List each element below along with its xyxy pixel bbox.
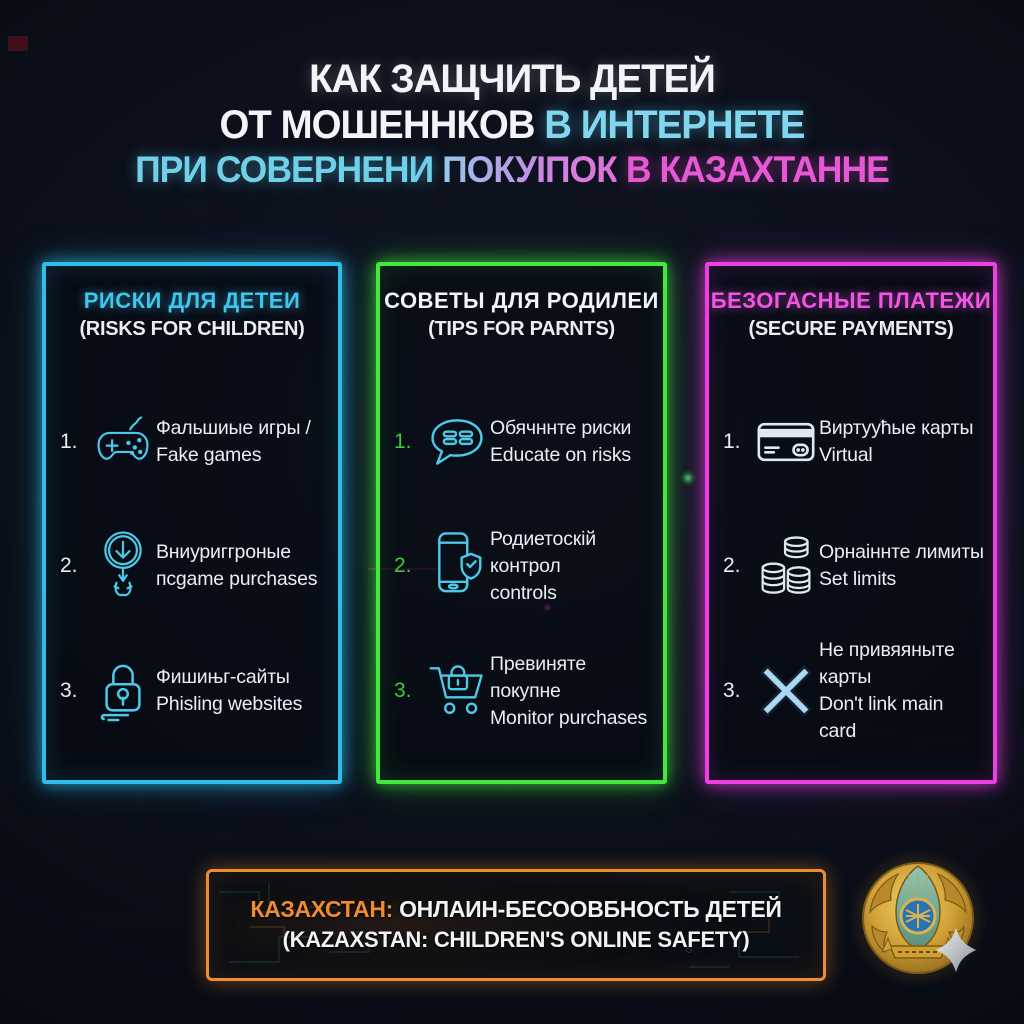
chat-bubble-icon bbox=[424, 414, 490, 470]
item-line1: Родиетоскій контрол bbox=[490, 527, 596, 577]
item-text bbox=[819, 637, 985, 745]
panel3-header bbox=[709, 288, 993, 341]
item-line1: Обячннте риски bbox=[490, 417, 632, 439]
phone-shield-icon bbox=[424, 529, 490, 603]
item-line1: Не привяяныте карты bbox=[819, 639, 955, 688]
item-text bbox=[819, 539, 985, 593]
banner-country-label: КАЗАХСТАН: bbox=[250, 896, 393, 922]
item-number: 2. bbox=[60, 554, 78, 577]
in-game-purchase-hook-icon bbox=[90, 528, 156, 604]
title-line-2 bbox=[20, 102, 1003, 148]
item-number: 3. bbox=[394, 679, 412, 702]
banner-line-2: (KAZAXSTAN: CHILDREN'S ONLINE SAFETY) bbox=[282, 927, 750, 952]
page-title bbox=[20, 56, 1003, 192]
banner-line1-rest: ОНЛАИН-БЕСООВБНОСТЬ ДЕТЕЙ bbox=[399, 896, 782, 922]
panel2-subtitle: (TIPS FOR PARNTS) bbox=[428, 318, 615, 340]
panel-tips-for-parents bbox=[376, 262, 667, 784]
panel2-header bbox=[380, 288, 663, 341]
item-number: 2. bbox=[723, 554, 741, 577]
title-line-3 bbox=[20, 148, 1003, 192]
item-text bbox=[156, 664, 330, 718]
banner-line-1 bbox=[209, 896, 823, 923]
list-item bbox=[380, 643, 663, 739]
item-line2: Educate on risks bbox=[490, 444, 631, 466]
item-line1: Фишињг-сайты bbox=[156, 666, 290, 688]
item-line1: Фальшиые игры / bbox=[156, 417, 311, 439]
list-item bbox=[46, 643, 338, 739]
item-line2: controls bbox=[490, 581, 557, 604]
padlock-icon bbox=[90, 656, 156, 726]
panel-secure-payments bbox=[705, 262, 997, 784]
cart-lock-icon bbox=[424, 660, 490, 722]
item-number: 3. bbox=[60, 679, 78, 702]
list-item bbox=[380, 394, 663, 490]
list-item bbox=[46, 394, 338, 490]
panel1-title: РИСКИ ДЛЯ ДЕТЕИ bbox=[83, 288, 301, 313]
coins-icon bbox=[753, 534, 819, 598]
item-line2: Set limits bbox=[819, 568, 897, 590]
credit-card-icon bbox=[753, 420, 819, 464]
panel1-subtitle: (RISKS FOR CHILDREN) bbox=[79, 318, 305, 340]
item-text bbox=[490, 526, 655, 607]
title-line3-gradient: ПОКУІПОК bbox=[442, 149, 617, 190]
item-line2: Don't link main card bbox=[819, 693, 944, 742]
item-line1: Вниуриггроные bbox=[156, 541, 291, 563]
item-number: 1. bbox=[60, 430, 78, 453]
banner-text bbox=[209, 896, 823, 953]
panel1-header bbox=[46, 288, 338, 341]
kazakhstan-coat-of-arms bbox=[848, 850, 992, 994]
item-line2: Monitor purchases bbox=[490, 706, 648, 729]
item-text bbox=[490, 415, 655, 469]
title-line2-white: ОТ МОШЕННКОВ bbox=[219, 103, 535, 147]
panel3-title: БЕЗОГАСНЫЕ ПЛАТЕЖИ bbox=[710, 288, 992, 313]
item-line1: Орнаіннте лимиты bbox=[819, 541, 984, 563]
title-line3-magenta: В КАЗАХТАННЕ bbox=[625, 149, 889, 190]
item-text bbox=[156, 539, 330, 593]
item-text bbox=[156, 415, 330, 469]
list-item bbox=[709, 394, 993, 490]
list-item bbox=[709, 639, 993, 742]
item-line2: пcgame purchases bbox=[156, 568, 318, 590]
panel-risks-for-children bbox=[42, 262, 342, 784]
item-line2: Fake games bbox=[156, 444, 262, 466]
cross-icon bbox=[753, 664, 819, 718]
list-item bbox=[46, 518, 338, 614]
item-number: 2. bbox=[394, 554, 412, 577]
item-line2: Virtual bbox=[819, 444, 873, 466]
list-item bbox=[709, 518, 993, 614]
item-text bbox=[819, 415, 985, 469]
gamepad-icon bbox=[90, 413, 156, 471]
item-line1: Виртуућые карты bbox=[819, 417, 974, 439]
list-item bbox=[380, 518, 663, 614]
panel3-subtitle: (SECURE PAYMENTS) bbox=[748, 318, 954, 340]
title-line-1: КАК ЗАЩЧИТЬ ДЕТЕЙ bbox=[309, 57, 715, 101]
footer-banner bbox=[206, 869, 826, 981]
item-line1: Превиняте покупне bbox=[490, 652, 587, 702]
item-number: 3. bbox=[723, 679, 741, 702]
title-line3-cyan: ПРИ СОВЕРНЕНИ bbox=[135, 149, 434, 190]
item-text bbox=[490, 651, 655, 732]
item-line2: Phisling websites bbox=[156, 693, 303, 715]
item-number: 1. bbox=[394, 430, 412, 453]
panel2-title: СОВЕТЫ ДЛЯ РОДИЛЕИ bbox=[384, 288, 659, 313]
title-line2-cyan: В ИНТЕРНЕТЕ bbox=[544, 103, 805, 147]
item-number: 1. bbox=[723, 430, 741, 453]
